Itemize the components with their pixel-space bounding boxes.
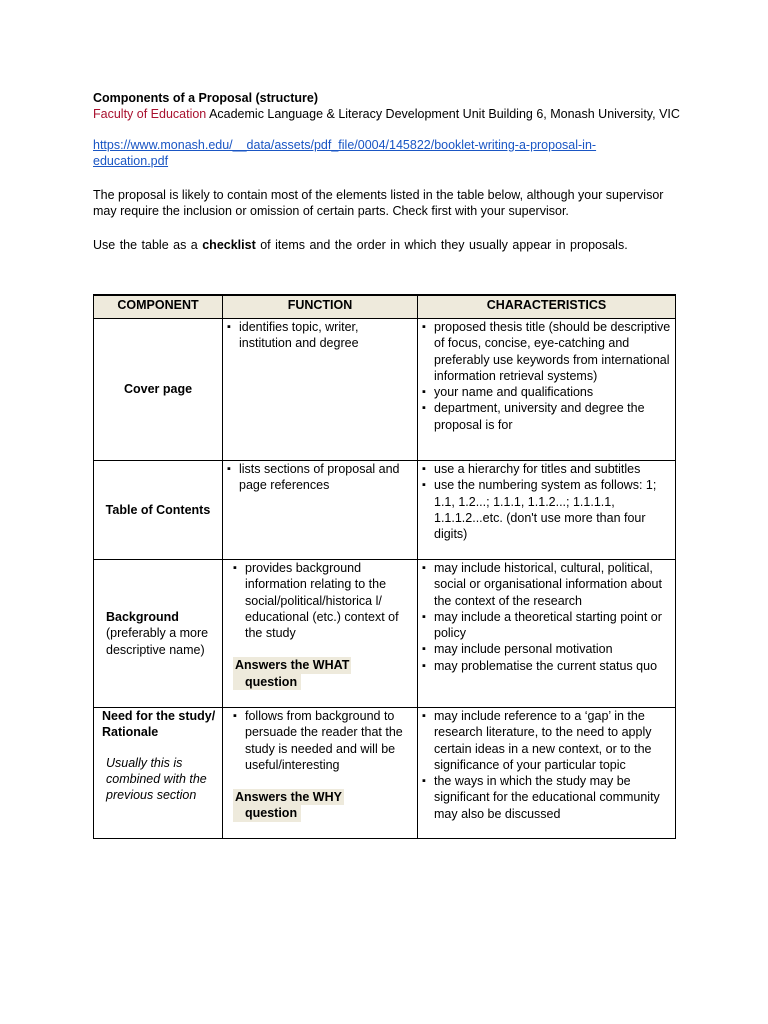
- list-item: ▪ your name and qualifications: [422, 384, 671, 400]
- answer-label: Answers the WHAT: [235, 658, 350, 673]
- list-item: ▪ may problematise the current status quo: [422, 658, 671, 674]
- component-note: (preferably a more descriptive name): [106, 626, 209, 657]
- component-cell: [94, 708, 223, 839]
- characteristics-cell: [418, 560, 676, 708]
- function-cell: [223, 319, 418, 461]
- function-cell: [223, 708, 418, 839]
- source-line: [93, 106, 683, 122]
- components-table: [93, 294, 676, 839]
- characteristics-cell: [418, 708, 676, 839]
- checklist-bold: checklist: [202, 237, 256, 252]
- answer-callout: [233, 657, 413, 690]
- faculty-label: Faculty of Education: [93, 107, 207, 122]
- list-item: ▪ proposed thesis title (should be descriptive of focus, concise, eye-catching and preferably use keywords from international information retrieval systems): [422, 319, 671, 384]
- list-item: ▪ department, university and degree the proposal is for: [422, 400, 671, 433]
- answer-question: question: [233, 674, 301, 690]
- answer-question: question: [233, 805, 301, 821]
- document-page: [93, 90, 683, 821]
- header-characteristics: CHARACTERISTICS: [418, 295, 676, 319]
- table-row: [94, 461, 676, 560]
- list-item: ▪ identifies topic, writer, institution and degree: [227, 319, 413, 352]
- component-note: Usually this is combined with the previous section: [106, 755, 207, 803]
- list-item: ▪ provides background information relating to the social/political/historica l/ educational (etc.) context of the study: [233, 560, 413, 641]
- component-cell: Table of Contents: [94, 461, 223, 560]
- component-title: Background: [106, 610, 179, 625]
- list-item: ▪ lists sections of proposal and page references: [227, 461, 413, 494]
- answer-callout: [233, 789, 413, 822]
- header-function: FUNCTION: [223, 295, 418, 319]
- list-item: ▪ use a hierarchy for titles and subtitles: [422, 461, 671, 477]
- list-item: ▪ the ways in which the study may be significant for the educational community may also be discussed: [422, 773, 671, 822]
- answer-label: Answers the WHY: [235, 790, 342, 805]
- list-item: ▪ may include personal motivation: [422, 641, 671, 657]
- list-item: ▪ may include reference to a ‘gap’ in the research literature, to the need to apply certain ideas in a new context, or to the significance of your particular topic: [422, 708, 671, 773]
- component-title: Need for the study/ Rationale: [102, 709, 216, 740]
- document-title: Components of a Proposal (structure): [93, 91, 319, 105]
- characteristics-cell: [418, 461, 676, 560]
- table-row: [94, 560, 676, 708]
- list-item: ▪ follows from background to persuade the reader that the study is needed and will be useful/interesting: [233, 708, 413, 773]
- characteristics-cell: [418, 319, 676, 461]
- checklist-paragraph: Use the table as a checklist of items and the order in which they usually appear in proposals.: [93, 237, 628, 252]
- component-cell: [94, 560, 223, 708]
- intro-paragraph: The proposal is likely to contain most of the elements listed in the table below, although your supervisor may require the inclusion or omission of certain parts. Check first with your supervisor.: [93, 188, 664, 219]
- table-row: [94, 319, 676, 461]
- component-cell: Cover page: [94, 319, 223, 461]
- list-item: ▪ use the numbering system as follows: 1; 1.1, 1.2...; 1.1.1, 1.1.2...; 1.1.1.1, 1.1.1.2...etc. (don't use more than four digits): [422, 477, 671, 542]
- function-cell: [223, 560, 418, 708]
- list-item: ▪ may include historical, cultural, political, social or organisational information about the context of the research: [422, 560, 671, 609]
- header-component: COMPONENT: [94, 295, 223, 319]
- source-link[interactable]: https://www.monash.edu/__data/assets/pdf_file/0004/145822/booklet-writing-a-proposal-in-education.pdf: [93, 137, 597, 168]
- table-row: [94, 708, 676, 839]
- unit-label: Academic Language & Literacy Development Unit Building 6, Monash University, VIC: [209, 107, 680, 122]
- table-header-row: [94, 295, 676, 319]
- list-item: ▪ may include a theoretical starting point or policy: [422, 609, 671, 642]
- function-cell: [223, 461, 418, 560]
